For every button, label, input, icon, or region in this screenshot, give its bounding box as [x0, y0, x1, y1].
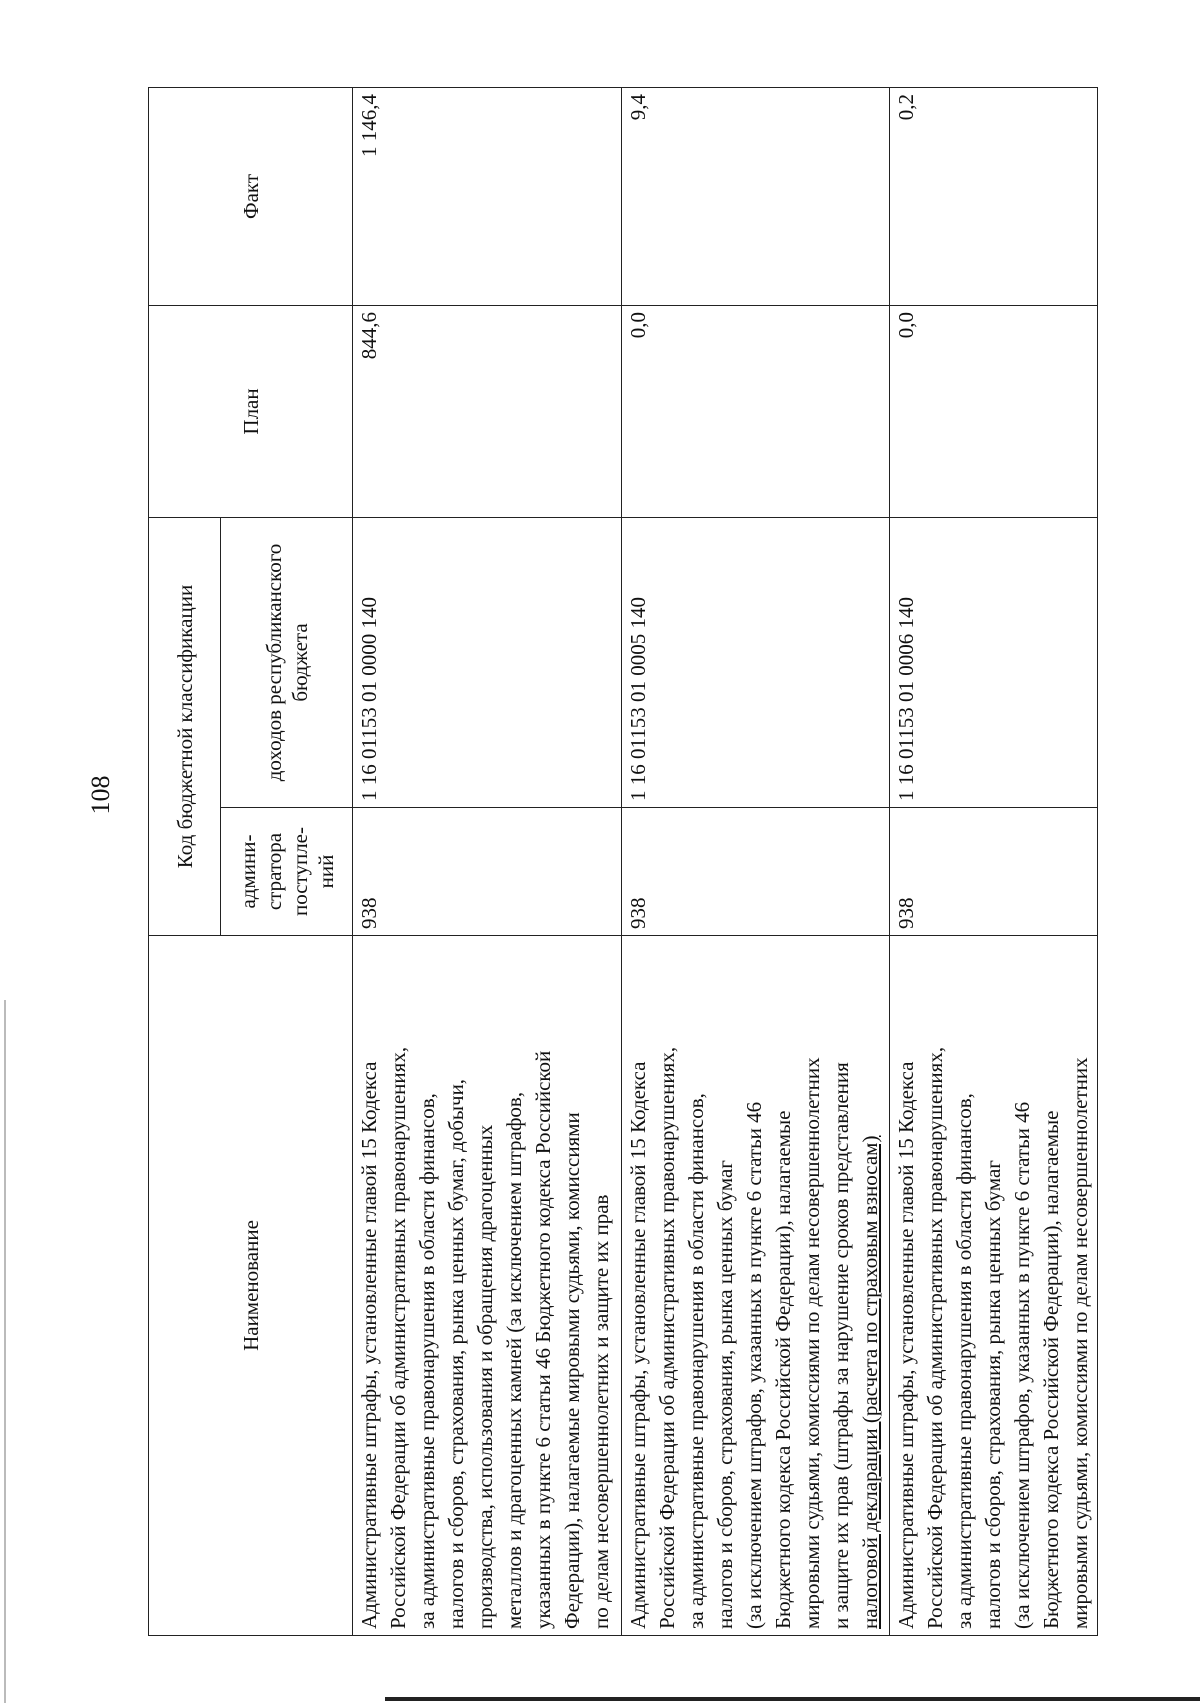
header-name: Наименование — [149, 936, 353, 1636]
row-code: 1 16 01153 01 0005 140 — [622, 517, 890, 807]
row-name: Административные штрафы, установленные главой 15 Кодекса Российской Федерации об административных правонарушениях, за административные правонарушения в области финансов, налогов и сборов, страхования, рынка ценных бумаг (за исключением штрафов, указанных в пункте 6 статьи 46 Бюджетного кодекса Российской Федерации), налагаемые мировыми судьями, комиссиями по делам несовершеннолетних и защите их прав (штрафы за нарушение сроков представления налоговой декларации (расчета по страховым взносам) — [622, 936, 890, 1636]
header-admin: админи-стратора поступле-ний — [221, 808, 353, 936]
page-number: 108 — [86, 775, 115, 815]
table-row — [353, 87, 622, 1635]
row-plan: 844,6 — [353, 305, 622, 517]
row-plan: 0,0 — [890, 305, 1098, 517]
scan-edge-line — [4, 1000, 6, 1703]
table-row — [890, 87, 1098, 1635]
row-plan: 0,0 — [622, 305, 890, 517]
header-code-group: Код бюджетной классификации — [149, 517, 221, 935]
row-fact: 9,4 — [622, 87, 890, 305]
row-fact: 1 146,4 — [353, 87, 622, 305]
revenue-table — [148, 87, 1098, 1636]
row-admin: 938 — [890, 808, 1098, 936]
header-fact: Факт — [149, 87, 353, 305]
header-revenue: доходов республиканского бюджета — [221, 517, 353, 807]
header-plan: План — [149, 305, 353, 517]
rotated-table-container — [148, 88, 1092, 1636]
row-code: 1 16 01153 01 0000 140 — [353, 517, 622, 807]
row-fact: 0,2 — [890, 87, 1098, 305]
row-admin: 938 — [622, 808, 890, 936]
row-name: Административные штрафы, установленные главой 15 Кодекса Российской Федерации об административных правонарушениях, за административные правонарушения в области финансов, налогов и сборов, страхования, рынка ценных бумаг (за исключением штрафов, указанных в пункте 6 статьи 46 Бюджетного кодекса Российской Федерации), налагаемые мировыми судьями, комиссиями по делам несовершеннолетних — [890, 936, 1098, 1636]
bottom-scan-line — [385, 1697, 1200, 1701]
row-admin: 938 — [353, 808, 622, 936]
row-code: 1 16 01153 01 0006 140 — [890, 517, 1098, 807]
table-row — [622, 87, 890, 1635]
row-name: Административные штрафы, установленные главой 15 Кодекса Российской Федерации об административных правонарушениях, за административные правонарушения в области финансов, налогов и сборов, страхования, рынка ценных бумаг, добычи, производства, использования и обращения драгоценных металлов и драгоценных камней (за исключением штрафов, указанных в пункте 6 статьи 46 Бюджетного кодекса Российской Федерации), налагаемые мировыми судьями, комиссиями по делам несовершеннолетних и защите их прав — [353, 936, 622, 1636]
